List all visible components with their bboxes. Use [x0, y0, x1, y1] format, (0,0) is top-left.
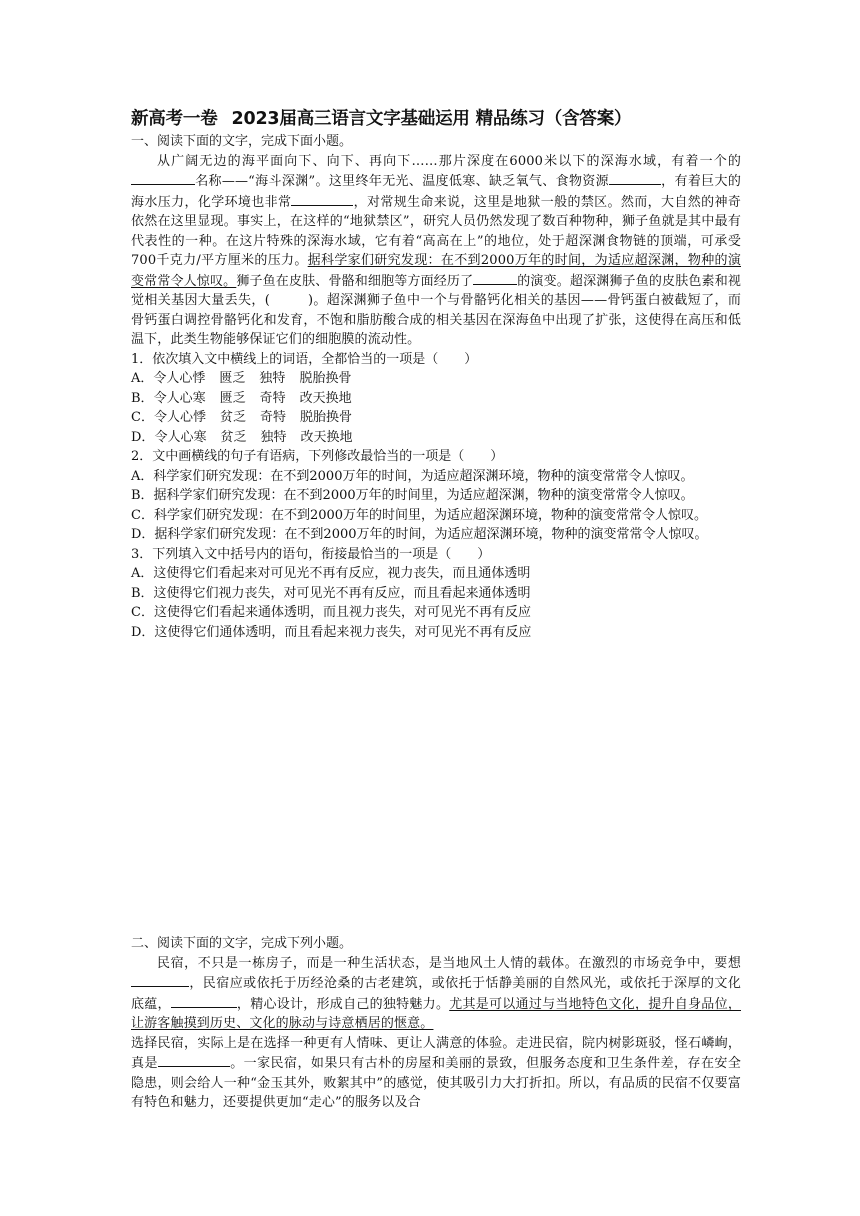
section2-passage-2: 选择民宿，实际上是在选择一种更有人情味、更让人满意的体验。走进民宿，院内树影斑驳，怪石嶙峋，真是 。一家民宿，如果只有古朴的房屋和美丽的景致，但服务态度和卫生条件差，存在安全隐患，则会给人一种“金玉其外，败絮其中”的感觉，使其吸引力大打折扣。所以，有品质的民宿不仅要富有特色和魅力，还要提供更加“走心”的服务以及合 [131, 1035, 741, 1110]
title-right: 2023届高三语言文字基础运用 精品练习（含答案） [231, 109, 632, 129]
blank-4 [473, 271, 517, 285]
blank-1 [131, 171, 195, 185]
q2-stem: 2．文中画横线的句子有语病，下列修改最恰当的一项是（ ） [131, 449, 504, 464]
blank-s2-2 [171, 994, 237, 1008]
blank-s2-1 [131, 973, 189, 987]
q3-option-d: D．这使得它们通体透明，而且看起来视力丧失，对可见光不再有反应 [131, 624, 532, 640]
page-part-2 [131, 934, 741, 1113]
q2-option-c: C．科学家们研究发现：在不到2000万年的时间里，为适应超深渊环境，物种的演变常常令人惊叹。 [131, 507, 708, 523]
section2-passage-1: 民宿，不只是一栋房子，而是一种生活状态，是当地风土人情的载体。在激烈的市场竞争中，要想，民宿应或依托于历经沧桑的古老建筑，或依托于恬静美丽的自然风光，或依托于深厚的文化底蕴， ，精心设计，形成自己的独特魅力。尤其是可以通过与当地特色文化，提升自身品位，让游客触摸到历史、文化的脉动与诗意栖居的惬意。 [131, 955, 741, 1031]
q1-option-a: A．令人心悸 匮乏 独特 脱胎换骨 [131, 371, 352, 386]
blank-2 [609, 171, 661, 185]
q1-stem: 1．依次填入文中横线上的词语，全都恰当的一项是（ ） [131, 351, 478, 367]
q3-option-a: A．这使得它们看起来对可见光不再有反应，视力丧失，而且通体透明 [131, 566, 531, 581]
page-title [131, 106, 741, 132]
section2-underlined-sentence: 尤其是可以通过与当地特色文化，提升自身品位，让游客触摸到历史、文化的脉动与诗意栖居的惬意。 [131, 996, 741, 1031]
q1-option-b: B．令人心寒 匮乏 奇特 改天换地 [131, 390, 352, 406]
q3-stem: 3．下列填入文中括号内的语句，衔接最恰当的一项是（ ） [131, 546, 491, 562]
q1-option-c: C．令人心悸 贫乏 奇特 脱胎换骨 [131, 410, 353, 425]
q1-option-d: D．令人心寒 贫乏 独特 改天换地 [131, 429, 353, 445]
blank-3 [291, 192, 353, 206]
q2-option-d: D．据科学家们研究发现：在不到2000万年的时间，为适应超深渊环境，物种的演变常常令人惊叹。 [131, 527, 708, 542]
q2-option-b: B．据科学家们研究发现：在不到2000万年的时间里，为适应超深渊，物种的演变常常令人惊叹。 [131, 488, 694, 503]
q3-option-b: B．这使得它们视力丧失，对可见光不再有反应，而且看起来通体透明 [131, 585, 531, 601]
blank-s2-3 [158, 1053, 230, 1067]
section1-passage: 从广阔无边的海平面向下、向下、再向下……那片深度在6000米以下的深海水域，有着一个的名称——“海斗深渊”。这里终年无光、温度低寒、缺乏氧气、食物资源 ，有着巨大的海水压力，化学环境也非常 ，对常规生命来说，这里是地狱一般的禁区。然而，大自然的神奇依然在这里显现。事实上，在这样的“地狱禁区”，研究人员仍然发现了数百种物种，狮子鱼就是其中最有代表性的一种。在这片特殊的深海水域，它有着“高高在上”的地位，处于超深渊食物链的顶端，可承受700千克力/平方厘米的压力。据科学家们研究发现：在不到2000万年的时间，为适应超深渊，物种的演变常常令人惊叹。狮子鱼在皮肤、骨骼和细胞等方面经历了 的演变。超深渊狮子鱼的皮肤色素和视觉相关基因大量丢失，( )。超深渊狮子鱼中一个与骨骼钙化相关的基因——骨钙蛋白被截短了，而骨钙蛋白调控骨骼钙化和发育，不饱和脂肪酸合成的相关基因在深海鱼中出现了扩张，这使得在高压和低温下，此类生物能够保证它们的细胞膜的流动性。 [131, 153, 742, 347]
section2-heading: 二、阅读下面的文字，完成下列小题。 [131, 936, 353, 951]
q2-option-a: A．科学家们研究发现：在不到2000万年的时间，为适应超深渊环境，物种的演变常常令人惊叹。 [131, 468, 694, 484]
underlined-sentence: 据科学家们研究发现：在不到2000万年的时间，为适应超深渊，物种的演变常常令人惊叹。 [131, 253, 741, 289]
q3-option-c: C．这使得它们看起来通体透明，而且视力丧失，对可见光不再有反应 [131, 605, 531, 620]
title-left: 新高考一卷 [131, 109, 218, 129]
section1-heading: 一、阅读下面的文字，完成下面小题。 [131, 134, 353, 149]
page-part-1 [131, 106, 741, 642]
